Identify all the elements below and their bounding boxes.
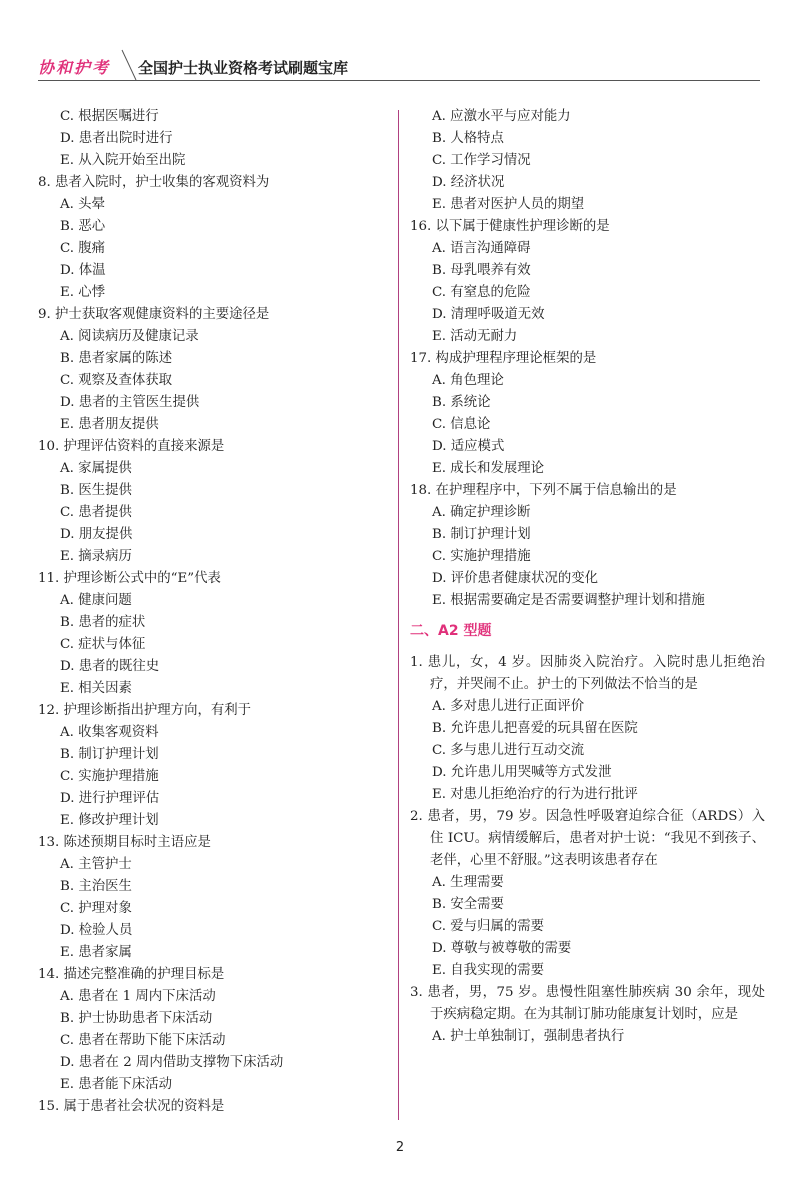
answer-option: A. 护士单独制订，强制患者执行 bbox=[432, 1029, 625, 1044]
answer-option: E. 患者朋友提供 bbox=[60, 417, 159, 432]
answer-option: E. 从入院开始至出院 bbox=[60, 153, 186, 168]
answer-option: D. 适应模式 bbox=[432, 439, 505, 454]
answer-option: C. 工作学习情况 bbox=[432, 153, 531, 168]
answer-option: C. 爱与归属的需要 bbox=[432, 919, 545, 934]
answer-option: B. 主治医生 bbox=[60, 879, 132, 894]
answer-option: D. 患者的主管医生提供 bbox=[60, 395, 200, 410]
answer-option: B. 人格特点 bbox=[432, 131, 504, 146]
answer-option: D. 尊敬与被尊敬的需要 bbox=[432, 941, 572, 956]
question-stem: 16. 以下属于健康性护理诊断的是 bbox=[410, 219, 610, 234]
question-stem: 1. 患儿，女，4 岁。因肺炎入院治疗。入院时患儿拒绝治疗，并哭闹不止。护士的下列做法不恰当的是 bbox=[410, 655, 765, 692]
answer-option: B. 护士协助患者下床活动 bbox=[60, 1011, 213, 1026]
question-stem: 13. 陈述预期目标时主语应是 bbox=[38, 835, 211, 850]
answer-option: C. 有窒息的危险 bbox=[432, 285, 531, 300]
answer-option: A. 多对患儿进行正面评价 bbox=[432, 699, 585, 714]
answer-option: D. 患者出院时进行 bbox=[60, 131, 173, 146]
page-header bbox=[0, 0, 800, 95]
answer-option: B. 制订护理计划 bbox=[432, 527, 531, 542]
answer-option: A. 语言沟通障碍 bbox=[432, 241, 531, 256]
answer-option: B. 系统论 bbox=[432, 395, 491, 410]
page-number: 2 bbox=[395, 1140, 405, 1155]
answer-option: E. 根据需要确定是否需要调整护理计划和措施 bbox=[432, 593, 705, 608]
answer-option: D. 体温 bbox=[60, 263, 106, 278]
answer-option: E. 活动无耐力 bbox=[432, 329, 518, 344]
answer-option: C. 症状与体征 bbox=[60, 637, 146, 652]
answer-option: B. 医生提供 bbox=[60, 483, 132, 498]
answer-option: A. 确定护理诊断 bbox=[432, 505, 531, 520]
question-stem: 2. 患者，男，79 岁。因急性呼吸窘迫综合征（ARDS）入住 ICU。病情缓解后，患者对护士说：“我见不到孩子、老伴，心里不舒服。”这表明该患者存在 bbox=[410, 809, 765, 868]
answer-option: B. 母乳喂养有效 bbox=[432, 263, 531, 278]
answer-option: A. 角色理论 bbox=[432, 373, 504, 388]
answer-option: A. 阅读病历及健康记录 bbox=[60, 329, 199, 344]
answer-option: E. 患者对医护人员的期望 bbox=[432, 197, 585, 212]
answer-option: A. 健康问题 bbox=[60, 593, 132, 608]
answer-option: E. 成长和发展理论 bbox=[432, 461, 545, 476]
answer-option: A. 家属提供 bbox=[60, 461, 132, 476]
answer-option: D. 允许患儿用哭喊等方式发泄 bbox=[432, 765, 612, 780]
answer-option: C. 护理对象 bbox=[60, 901, 132, 916]
answer-option: C. 信息论 bbox=[432, 417, 491, 432]
answer-option: C. 根据医嘱进行 bbox=[60, 109, 159, 124]
answer-option: C. 观察及查体获取 bbox=[60, 373, 173, 388]
answer-option: A. 主管护士 bbox=[60, 857, 132, 872]
question-stem: 10. 护理评估资料的直接来源是 bbox=[38, 439, 225, 454]
answer-option: D. 进行护理评估 bbox=[60, 791, 160, 806]
answer-option: D. 评价患者健康状况的变化 bbox=[432, 571, 599, 586]
answer-option: C. 多与患儿进行互动交流 bbox=[432, 743, 585, 758]
answer-option: B. 安全需要 bbox=[432, 897, 504, 912]
question-stem: 18. 在护理程序中，下列不属于信息输出的是 bbox=[410, 483, 677, 498]
answer-option: D. 患者的既往史 bbox=[60, 659, 160, 674]
answer-option: B. 恶心 bbox=[60, 219, 106, 234]
answer-option: C. 患者在帮助下能下床活动 bbox=[60, 1033, 226, 1048]
answer-option: E. 摘录病历 bbox=[60, 549, 132, 564]
question-stem: 3. 患者，男，75 岁。患慢性阻塞性肺疾病 30 余年，现处于疾病稳定期。在为其制订肺功能康复计划时，应是 bbox=[410, 985, 765, 1022]
answer-option: E. 患者家属 bbox=[60, 945, 132, 960]
answer-option: A. 生理需要 bbox=[432, 875, 504, 890]
book-title: 全国护士执业资格考试刷题宝库 bbox=[138, 59, 349, 77]
answer-option: E. 相关因素 bbox=[60, 681, 132, 696]
header-slash-decoration bbox=[118, 48, 140, 82]
column-divider bbox=[398, 110, 399, 1120]
answer-option: D. 经济状况 bbox=[432, 175, 505, 190]
left-column bbox=[38, 106, 388, 1118]
answer-option: D. 朋友提供 bbox=[60, 527, 133, 542]
question-stem: 11. 护理诊断公式中的“E”代表 bbox=[38, 571, 221, 586]
question-stem: 17. 构成护理程序理论框架的是 bbox=[410, 351, 597, 366]
answer-option: C. 实施护理措施 bbox=[432, 549, 531, 564]
header-rule bbox=[38, 80, 760, 81]
answer-option: D. 患者在 2 周内借助支撑物下床活动 bbox=[60, 1055, 284, 1070]
question-stem: 8. 患者入院时，护士收集的客观资料为 bbox=[38, 175, 270, 190]
answer-option: A. 应激水平与应对能力 bbox=[432, 109, 571, 124]
answer-option: C. 实施护理措施 bbox=[60, 769, 159, 784]
right-column bbox=[410, 106, 765, 1048]
brand-logo: 协和护考 bbox=[38, 58, 111, 77]
answer-option: E. 心悸 bbox=[60, 285, 106, 300]
answer-option: E. 修改护理计划 bbox=[60, 813, 159, 828]
answer-option: A. 患者在 1 周内下床活动 bbox=[60, 989, 216, 1004]
section-heading-a2: 二、A2 型题 bbox=[410, 623, 492, 639]
answer-option: C. 腹痛 bbox=[60, 241, 106, 256]
answer-option: E. 患者能下床活动 bbox=[60, 1077, 173, 1092]
answer-option: D. 检验人员 bbox=[60, 923, 133, 938]
question-stem: 14. 描述完整准确的护理目标是 bbox=[38, 967, 225, 982]
answer-option: D. 清理呼吸道无效 bbox=[432, 307, 545, 322]
answer-option: E. 自我实现的需要 bbox=[432, 963, 545, 978]
question-stem: 12. 护理诊断指出护理方向，有利于 bbox=[38, 703, 252, 718]
answer-option: B. 允许患儿把喜爱的玩具留在医院 bbox=[432, 721, 638, 736]
question-stem: 9. 护士获取客观健康资料的主要途径是 bbox=[38, 307, 270, 322]
answer-option: B. 患者家属的陈述 bbox=[60, 351, 173, 366]
answer-option: B. 制订护理计划 bbox=[60, 747, 159, 762]
question-stem: 15. 属于患者社会状况的资料是 bbox=[38, 1099, 225, 1114]
answer-option: A. 收集客观资料 bbox=[60, 725, 159, 740]
answer-option: B. 患者的症状 bbox=[60, 615, 146, 630]
answer-option: E. 对患儿拒绝治疗的行为进行批评 bbox=[432, 787, 638, 802]
answer-option: C. 患者提供 bbox=[60, 505, 132, 520]
answer-option: A. 头晕 bbox=[60, 197, 105, 212]
